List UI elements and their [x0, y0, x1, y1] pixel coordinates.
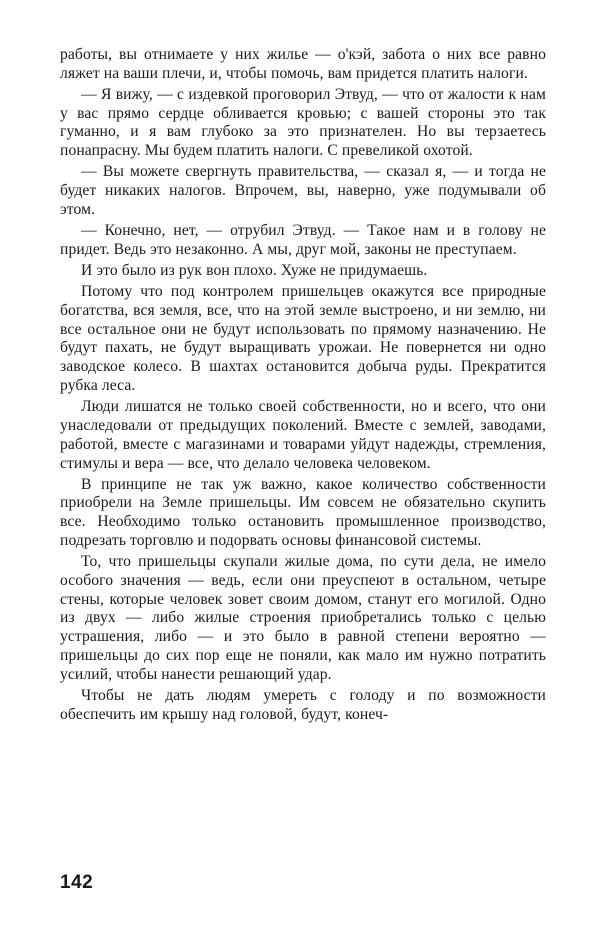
- paragraph: То, что пришельцы скупали жилые дома, по сути дела, не имело особого значения — ведь, если они преуспеют в остальном, четыре стены, которые человек зовет своим домом, станут его могилой. Одно из двух — либо жилые строения приобретались только с целью устрашения, либо — и это было в равной степени вероятно — пришельцы до сих пор еще не поняли, как мало им нужно потратить усилий, чтобы нанести решающий удар.: [60, 553, 546, 683]
- page-number: 142: [60, 872, 94, 893]
- paragraph: Потому что под контролем пришельцев окажутся все природные богатства, вся земля, все, что на этой земле выстроено, и ни землю, ни все остальное они не будут использовать по прямому назначению. Не будут пахать, не будут выращивать урожаи. Не повернется ни одно заводское колесо. В шахтах остановится добыча руды. Прекратится рубка леса.: [60, 283, 546, 395]
- paragraph: В принципе не так уж важно, какое количество собственности приобрели на Земле пришельцы. Им совсем не обязательно скупить все. Необходимо только остановить промышленное производство, подрезать торговлю и подорвать основы финансовой системы.: [60, 475, 546, 549]
- paragraph: Чтобы не дать людям умереть с голоду и по возможности обеспечить им крышу над головой, будут, конеч-: [60, 686, 546, 723]
- paragraph: — Вы можете свергнуть правительства, — сказал я, — и тогда не будет никаких налогов. Впрочем, вы, наверно, уже подумывали об этом.: [60, 163, 546, 218]
- paragraph: — Я вижу, — с издевкой проговорил Этвуд, — что от жалости к нам у вас прямо сердце обливается кровью; с вашей стороны это так гуманно, и я вам глубоко за это признателен. Но вы терзаетесь понапрасну. Мы будем платить налоги. С превеликой охотой.: [60, 85, 546, 160]
- paragraph: Люди лишатся не только своей собственности, но и всего, что они унаследовали от предыдущих поколений. Вместе с землей, заводами, работой, вместе с магазинами и товарами уйдут надежды, стремления, стимулы и вера — все, что делало человека человеком.: [60, 398, 546, 472]
- paragraph: И это было из рук вон плохо. Хуже не придумаешь.: [81, 261, 428, 279]
- paragraph: — Конечно, нет, — отрубил Этвуд. — Такое нам и в голову не придет. Ведь это незаконно. А мы, друг мой, законы не преступаем.: [60, 222, 546, 258]
- page-text: [60, 46, 546, 727]
- paragraph: работы, вы отнимаете у них жилье — о'кэй, забота о них все равно ляжет на ваши плечи, и, чтобы помочь, вам придется платить налоги.: [60, 46, 546, 82]
